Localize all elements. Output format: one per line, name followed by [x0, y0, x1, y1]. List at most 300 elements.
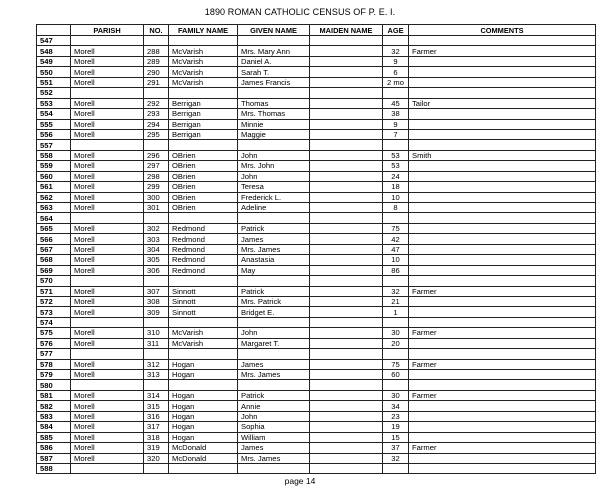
cell-family-name: Redmond: [169, 234, 238, 244]
cell-comments: [409, 223, 596, 233]
cell-parish: Morell: [71, 359, 144, 369]
cell-maiden-name: [310, 140, 383, 150]
cell-maiden-name: [310, 234, 383, 244]
cell-comments: [409, 296, 596, 306]
cell-given-name: May: [238, 265, 310, 275]
cell-no: 308: [144, 296, 169, 306]
cell-no: 289: [144, 56, 169, 66]
cell-family-name: Hogan: [169, 401, 238, 411]
cell-given-name: Margaret T.: [238, 338, 310, 348]
cell-comments: [409, 349, 596, 359]
cell-comments: [409, 161, 596, 171]
cell-row-number: 554: [37, 109, 71, 119]
cell-no: 299: [144, 182, 169, 192]
cell-parish: Morell: [71, 109, 144, 119]
cell-parish: Morell: [71, 129, 144, 139]
census-table: [36, 24, 596, 474]
header-maiden-name: MAIDEN NAME: [310, 25, 383, 36]
cell-no: 301: [144, 203, 169, 213]
cell-parish: Morell: [71, 432, 144, 442]
cell-parish: [71, 380, 144, 390]
cell-age: 8: [383, 203, 409, 213]
cell-row-number: 582: [37, 401, 71, 411]
table-row: [37, 255, 596, 265]
table-row: [37, 296, 596, 306]
cell-given-name: John: [238, 411, 310, 421]
cell-maiden-name: [310, 129, 383, 139]
cell-no: 293: [144, 109, 169, 119]
cell-age: 34: [383, 401, 409, 411]
cell-given-name: Adeline: [238, 203, 310, 213]
cell-no: [144, 349, 169, 359]
table-row: [37, 56, 596, 66]
cell-row-number: 572: [37, 296, 71, 306]
cell-given-name: [238, 380, 310, 390]
cell-row-number: 549: [37, 56, 71, 66]
cell-comments: [409, 36, 596, 46]
cell-age: 9: [383, 56, 409, 66]
cell-parish: Morell: [71, 46, 144, 56]
cell-row-number: 562: [37, 192, 71, 202]
cell-family-name: Berrigan: [169, 129, 238, 139]
cell-parish: Morell: [71, 203, 144, 213]
cell-row-number: 547: [37, 36, 71, 46]
cell-parish: [71, 36, 144, 46]
cell-family-name: [169, 276, 238, 286]
table-row: [37, 317, 596, 327]
cell-given-name: [238, 463, 310, 473]
cell-maiden-name: [310, 203, 383, 213]
cell-row-number: 567: [37, 244, 71, 254]
cell-parish: Morell: [71, 119, 144, 129]
cell-family-name: [169, 463, 238, 473]
cell-age: 7: [383, 129, 409, 139]
table-row: [37, 432, 596, 442]
cell-age: [383, 140, 409, 150]
cell-maiden-name: [310, 244, 383, 254]
cell-row-number: 580: [37, 380, 71, 390]
cell-given-name: Mrs. Patrick: [238, 296, 310, 306]
cell-maiden-name: [310, 171, 383, 181]
cell-age: 30: [383, 390, 409, 400]
cell-no: 315: [144, 401, 169, 411]
cell-no: 288: [144, 46, 169, 56]
cell-maiden-name: [310, 443, 383, 453]
cell-comments: [409, 453, 596, 463]
cell-parish: Morell: [71, 307, 144, 317]
cell-comments: [409, 140, 596, 150]
cell-family-name: Sinnott: [169, 307, 238, 317]
header-family-name: FAMILY NAME: [169, 25, 238, 36]
cell-family-name: [169, 380, 238, 390]
cell-parish: Morell: [71, 296, 144, 306]
cell-maiden-name: [310, 276, 383, 286]
cell-parish: [71, 317, 144, 327]
cell-given-name: Mrs. John: [238, 161, 310, 171]
cell-maiden-name: [310, 432, 383, 442]
cell-no: [144, 276, 169, 286]
table-row: [37, 349, 596, 359]
cell-comments: [409, 182, 596, 192]
cell-row-number: 566: [37, 234, 71, 244]
table-row: [37, 380, 596, 390]
table-row: [37, 88, 596, 98]
table-row: [37, 140, 596, 150]
page-number: page 14: [284, 476, 316, 486]
cell-parish: Morell: [71, 77, 144, 87]
header-row-number: [37, 25, 71, 36]
cell-family-name: Sinnott: [169, 296, 238, 306]
cell-given-name: Anastasia: [238, 255, 310, 265]
census-body: [37, 36, 596, 474]
cell-parish: Morell: [71, 161, 144, 171]
cell-row-number: 588: [37, 463, 71, 473]
cell-comments: [409, 171, 596, 181]
table-row: [37, 244, 596, 254]
cell-family-name: Berrigan: [169, 98, 238, 108]
cell-given-name: Mrs. Thomas: [238, 109, 310, 119]
cell-row-number: 548: [37, 46, 71, 56]
cell-parish: Morell: [71, 390, 144, 400]
cell-given-name: [238, 213, 310, 223]
cell-parish: Morell: [71, 265, 144, 275]
cell-given-name: James: [238, 443, 310, 453]
cell-age: [383, 276, 409, 286]
cell-given-name: Minnie: [238, 119, 310, 129]
cell-maiden-name: [310, 265, 383, 275]
cell-row-number: 574: [37, 317, 71, 327]
cell-maiden-name: [310, 338, 383, 348]
cell-age: 18: [383, 182, 409, 192]
cell-comments: [409, 203, 596, 213]
cell-no: 307: [144, 286, 169, 296]
cell-parish: Morell: [71, 98, 144, 108]
cell-given-name: [238, 349, 310, 359]
cell-maiden-name: [310, 213, 383, 223]
cell-comments: [409, 265, 596, 275]
cell-age: 32: [383, 286, 409, 296]
cell-maiden-name: [310, 192, 383, 202]
cell-age: 47: [383, 244, 409, 254]
cell-given-name: Mrs. James: [238, 244, 310, 254]
cell-family-name: OBrien: [169, 182, 238, 192]
cell-maiden-name: [310, 182, 383, 192]
cell-maiden-name: [310, 56, 383, 66]
table-row: [37, 338, 596, 348]
table-row: [37, 286, 596, 296]
cell-comments: [409, 255, 596, 265]
table-row: [37, 307, 596, 317]
cell-no: 316: [144, 411, 169, 421]
table-row: [37, 401, 596, 411]
cell-family-name: McVarish: [169, 46, 238, 56]
cell-given-name: [238, 276, 310, 286]
cell-family-name: Redmond: [169, 244, 238, 254]
cell-family-name: Hogan: [169, 359, 238, 369]
cell-maiden-name: [310, 349, 383, 359]
cell-row-number: 553: [37, 98, 71, 108]
table-row: [37, 129, 596, 139]
cell-family-name: [169, 36, 238, 46]
table-row: [37, 36, 596, 46]
cell-given-name: Sarah T.: [238, 67, 310, 77]
cell-comments: [409, 276, 596, 286]
cell-age: 10: [383, 255, 409, 265]
cell-age: 24: [383, 171, 409, 181]
table-row: [37, 223, 596, 233]
table-row: [37, 46, 596, 56]
cell-age: [383, 36, 409, 46]
cell-parish: Morell: [71, 411, 144, 421]
cell-comments: [409, 380, 596, 390]
cell-parish: Morell: [71, 443, 144, 453]
cell-no: 317: [144, 422, 169, 432]
cell-family-name: OBrien: [169, 203, 238, 213]
cell-no: 305: [144, 255, 169, 265]
cell-age: [383, 463, 409, 473]
cell-age: [383, 213, 409, 223]
cell-no: 300: [144, 192, 169, 202]
cell-comments: [409, 317, 596, 327]
cell-no: 296: [144, 150, 169, 160]
table-row: [37, 182, 596, 192]
cell-parish: Morell: [71, 286, 144, 296]
cell-comments: [409, 67, 596, 77]
cell-row-number: 565: [37, 223, 71, 233]
cell-comments: [409, 129, 596, 139]
cell-given-name: [238, 140, 310, 150]
cell-comments: [409, 234, 596, 244]
cell-comments: Farmer: [409, 359, 596, 369]
cell-maiden-name: [310, 359, 383, 369]
cell-row-number: 552: [37, 88, 71, 98]
cell-row-number: 585: [37, 432, 71, 442]
cell-parish: Morell: [71, 223, 144, 233]
cell-parish: [71, 349, 144, 359]
table-row: [37, 276, 596, 286]
cell-maiden-name: [310, 67, 383, 77]
cell-given-name: Patrick: [238, 286, 310, 296]
cell-given-name: Mrs. James: [238, 370, 310, 380]
cell-given-name: William: [238, 432, 310, 442]
cell-no: 313: [144, 370, 169, 380]
cell-comments: Tailor: [409, 98, 596, 108]
cell-maiden-name: [310, 370, 383, 380]
header-no: NO.: [144, 25, 169, 36]
cell-comments: Farmer: [409, 286, 596, 296]
cell-row-number: 584: [37, 422, 71, 432]
cell-row-number: 586: [37, 443, 71, 453]
cell-no: [144, 140, 169, 150]
table-row: [37, 390, 596, 400]
cell-parish: [71, 88, 144, 98]
cell-parish: Morell: [71, 401, 144, 411]
cell-given-name: John: [238, 328, 310, 338]
cell-age: 30: [383, 328, 409, 338]
cell-family-name: [169, 88, 238, 98]
cell-age: 10: [383, 192, 409, 202]
cell-row-number: 587: [37, 453, 71, 463]
cell-age: 38: [383, 109, 409, 119]
cell-maiden-name: [310, 36, 383, 46]
table-row: [37, 67, 596, 77]
cell-age: 21: [383, 296, 409, 306]
cell-parish: Morell: [71, 56, 144, 66]
table-row: [37, 98, 596, 108]
cell-maiden-name: [310, 46, 383, 56]
cell-maiden-name: [310, 317, 383, 327]
cell-comments: [409, 56, 596, 66]
cell-comments: [409, 77, 596, 87]
cell-given-name: [238, 88, 310, 98]
cell-row-number: 560: [37, 171, 71, 181]
cell-given-name: Annie: [238, 401, 310, 411]
cell-no: 309: [144, 307, 169, 317]
cell-no: [144, 380, 169, 390]
cell-family-name: McVarish: [169, 77, 238, 87]
cell-family-name: [169, 349, 238, 359]
cell-family-name: McVarish: [169, 56, 238, 66]
cell-maiden-name: [310, 380, 383, 390]
cell-age: 45: [383, 98, 409, 108]
cell-row-number: 578: [37, 359, 71, 369]
cell-row-number: 579: [37, 370, 71, 380]
cell-given-name: [238, 36, 310, 46]
cell-family-name: Redmond: [169, 223, 238, 233]
cell-age: 53: [383, 161, 409, 171]
cell-comments: [409, 119, 596, 129]
cell-family-name: Hogan: [169, 432, 238, 442]
cell-maiden-name: [310, 286, 383, 296]
cell-maiden-name: [310, 223, 383, 233]
cell-no: 302: [144, 223, 169, 233]
cell-comments: [409, 411, 596, 421]
cell-no: [144, 36, 169, 46]
cell-age: 20: [383, 338, 409, 348]
cell-comments: [409, 192, 596, 202]
cell-maiden-name: [310, 109, 383, 119]
cell-parish: Morell: [71, 67, 144, 77]
cell-comments: [409, 432, 596, 442]
cell-given-name: Patrick: [238, 223, 310, 233]
cell-given-name: Patrick: [238, 390, 310, 400]
cell-parish: Morell: [71, 171, 144, 181]
table-row: [37, 192, 596, 202]
cell-no: 298: [144, 171, 169, 181]
cell-maiden-name: [310, 150, 383, 160]
cell-age: 32: [383, 453, 409, 463]
header-parish: PARISH: [71, 25, 144, 36]
cell-given-name: Sophia: [238, 422, 310, 432]
cell-parish: Morell: [71, 192, 144, 202]
cell-no: 312: [144, 359, 169, 369]
cell-row-number: 561: [37, 182, 71, 192]
cell-comments: [409, 109, 596, 119]
cell-age: [383, 88, 409, 98]
cell-row-number: 564: [37, 213, 71, 223]
cell-row-number: 571: [37, 286, 71, 296]
header-given-name: GIVEN NAME: [238, 25, 310, 36]
cell-age: 19: [383, 422, 409, 432]
cell-row-number: 559: [37, 161, 71, 171]
cell-age: 9: [383, 119, 409, 129]
cell-age: 42: [383, 234, 409, 244]
cell-family-name: Hogan: [169, 411, 238, 421]
cell-given-name: James: [238, 234, 310, 244]
cell-age: 32: [383, 46, 409, 56]
table-row: [37, 171, 596, 181]
cell-no: 304: [144, 244, 169, 254]
cell-age: [383, 380, 409, 390]
cell-maiden-name: [310, 296, 383, 306]
cell-given-name: Thomas: [238, 98, 310, 108]
cell-no: [144, 463, 169, 473]
table-row: [37, 213, 596, 223]
table-row: [37, 443, 596, 453]
table-row: [37, 422, 596, 432]
cell-comments: [409, 307, 596, 317]
cell-given-name: Daniel A.: [238, 56, 310, 66]
cell-row-number: 555: [37, 119, 71, 129]
cell-family-name: Berrigan: [169, 109, 238, 119]
table-row: [37, 234, 596, 244]
cell-maiden-name: [310, 119, 383, 129]
cell-age: 75: [383, 223, 409, 233]
cell-no: 314: [144, 390, 169, 400]
cell-comments: Farmer: [409, 46, 596, 56]
cell-age: 23: [383, 411, 409, 421]
cell-family-name: Hogan: [169, 422, 238, 432]
cell-family-name: Berrigan: [169, 119, 238, 129]
cell-family-name: McDonald: [169, 453, 238, 463]
cell-maiden-name: [310, 411, 383, 421]
cell-row-number: 583: [37, 411, 71, 421]
cell-parish: [71, 276, 144, 286]
cell-family-name: OBrien: [169, 161, 238, 171]
cell-comments: Farmer: [409, 443, 596, 453]
cell-parish: Morell: [71, 328, 144, 338]
cell-age: 37: [383, 443, 409, 453]
cell-family-name: OBrien: [169, 171, 238, 181]
cell-parish: Morell: [71, 234, 144, 244]
cell-no: 310: [144, 328, 169, 338]
cell-given-name: Mrs. Mary Ann: [238, 46, 310, 56]
cell-family-name: McVarish: [169, 338, 238, 348]
cell-parish: [71, 463, 144, 473]
cell-comments: [409, 422, 596, 432]
cell-maiden-name: [310, 390, 383, 400]
cell-row-number: 568: [37, 255, 71, 265]
table-row: [37, 119, 596, 129]
cell-row-number: 569: [37, 265, 71, 275]
cell-family-name: [169, 213, 238, 223]
cell-given-name: Mrs. James: [238, 453, 310, 463]
cell-row-number: 577: [37, 349, 71, 359]
cell-maiden-name: [310, 161, 383, 171]
cell-parish: Morell: [71, 150, 144, 160]
cell-comments: [409, 338, 596, 348]
cell-given-name: John: [238, 171, 310, 181]
cell-given-name: Maggie: [238, 129, 310, 139]
table-row: [37, 77, 596, 87]
cell-no: [144, 317, 169, 327]
cell-age: 75: [383, 359, 409, 369]
cell-row-number: 570: [37, 276, 71, 286]
cell-parish: Morell: [71, 370, 144, 380]
cell-age: 60: [383, 370, 409, 380]
cell-family-name: Hogan: [169, 390, 238, 400]
cell-family-name: McVarish: [169, 67, 238, 77]
